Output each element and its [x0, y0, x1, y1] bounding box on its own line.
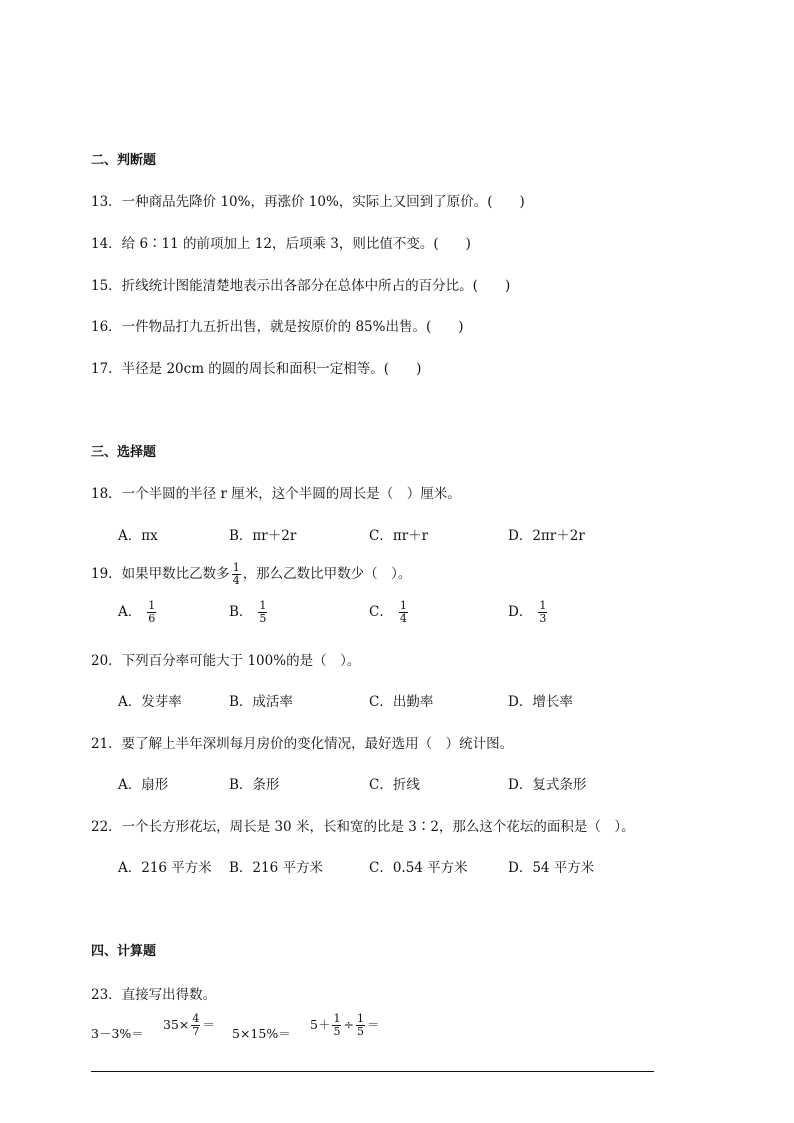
question-20: 20．下列百分率可能大于 100%的是（ ）。 [91, 653, 361, 669]
q19-fraction [232, 562, 241, 587]
question-17: 17．半径是 20cm 的圆的周长和面积一定相等。( ) [91, 361, 422, 377]
calc-expr-4-num1: 1 [333, 1012, 341, 1025]
q19-option-d-frac [538, 600, 547, 625]
q22-option-b: B．216 平方米 [229, 860, 323, 876]
q19-a-num: 1 [148, 599, 156, 612]
q21-option-b: B．条形 [229, 777, 280, 793]
q19-b-den: 5 [259, 612, 267, 625]
q19-stem-post: ，那么乙数比甲数少（ ）。 [242, 566, 412, 582]
calc-expr-2-frac [191, 1013, 200, 1038]
q19-option-a-label: A． [118, 604, 142, 620]
calc-expr-4-post: ＝ [366, 1017, 380, 1032]
q18-option-c: C．πr＋r [369, 528, 429, 544]
section-title-choice: 三、选择题 [91, 445, 157, 460]
calc-expr-3: 5×15%＝ [232, 1026, 291, 1041]
calc-expr-4-mid: ÷ [343, 1017, 354, 1032]
calc-expr-2-pre: 35× [163, 1017, 190, 1032]
question-21: 21．要了解上半年深圳每月房价的变化情况，最好选用（ ）统计图。 [91, 736, 514, 752]
q21-option-c: C．折线 [369, 777, 420, 793]
calc-expr-2 [163, 1013, 215, 1038]
q19-c-den: 4 [399, 612, 407, 625]
question-23: 23．直接写出得数。 [91, 987, 217, 1003]
q19-stem-pre: 19．如果甲数比乙数多 [91, 566, 230, 582]
calc-expr-4-frac1 [332, 1013, 341, 1038]
q22-option-c: C．0.54 平方米 [369, 860, 468, 876]
q19-option-d-label: D． [508, 604, 533, 620]
q20-option-d: D．增长率 [508, 694, 573, 710]
q18-option-d: D．2πr＋2r [508, 528, 585, 544]
q19-option-b [229, 600, 269, 625]
question-16: 16．一件物品打九五折出售，就是按原价的 85%出售。( ) [91, 319, 464, 335]
q19-frac-num: 1 [232, 561, 240, 574]
q19-a-den: 6 [148, 612, 156, 625]
q22-option-a: A．216 平方米 [118, 860, 212, 876]
q19-option-c-label: C． [369, 604, 393, 620]
q19-b-num: 1 [259, 599, 267, 612]
q20-option-c: C．出勤率 [369, 694, 434, 710]
q19-option-a-frac [147, 600, 156, 625]
q21-option-a: A．扇形 [118, 777, 169, 793]
q19-option-a [118, 600, 158, 625]
q18-option-a: A．πx [118, 528, 158, 544]
question-19 [91, 562, 411, 587]
question-18: 18．一个半圆的半径 r 厘米，这个半圆的周长是（ ）厘米。 [91, 486, 461, 502]
q19-d-den: 3 [539, 612, 547, 625]
calc-expr-4-pre: 5＋ [310, 1017, 331, 1032]
q19-option-b-frac [258, 600, 267, 625]
q19-c-num: 1 [399, 599, 407, 612]
q20-option-a: A．发芽率 [118, 694, 182, 710]
q18-option-b: B．πr＋2r [229, 528, 297, 544]
bottom-divider [91, 1071, 654, 1072]
calc-expr-4-frac2 [356, 1013, 365, 1038]
section-title-calc: 四、计算题 [91, 944, 157, 959]
question-14: 14．给 6∶11 的前项加上 12，后项乘 3，则比值不变。( ) [91, 236, 471, 252]
calc-expr-4-num2: 1 [356, 1012, 364, 1025]
calc-expr-4-den1: 5 [333, 1025, 341, 1038]
calc-expr-1: 3－3%＝ [91, 1026, 144, 1041]
section-title-judge: 二、判断题 [91, 153, 157, 168]
q19-frac-den: 4 [232, 574, 240, 587]
calc-expr-2-post: ＝ [202, 1017, 215, 1032]
calc-expr-2-num: 4 [192, 1012, 200, 1025]
question-15: 15．折线统计图能清楚地表示出各部分在总体中所占的百分比。( ) [91, 278, 511, 294]
question-13: 13．一种商品先降价 10%，再涨价 10%，实际上又回到了原价。( ) [91, 194, 525, 210]
question-22: 22．一个长方形花坛，周长是 30 米，长和宽的比是 3∶2，那么这个花坛的面积是（ ）。 [91, 819, 635, 835]
calc-expr-4-den2: 5 [356, 1025, 364, 1038]
q20-option-b: B．成活率 [229, 694, 293, 710]
q19-option-c-frac [399, 600, 408, 625]
q19-d-num: 1 [539, 599, 547, 612]
q22-option-d: D．54 平方米 [508, 860, 595, 876]
q21-option-d: D．复式条形 [508, 777, 587, 793]
q19-option-b-label: B． [229, 604, 253, 620]
calc-expr-4 [310, 1013, 379, 1038]
calc-expr-2-den: 7 [192, 1025, 200, 1038]
q19-option-c [369, 600, 410, 625]
q19-option-d [508, 600, 549, 625]
